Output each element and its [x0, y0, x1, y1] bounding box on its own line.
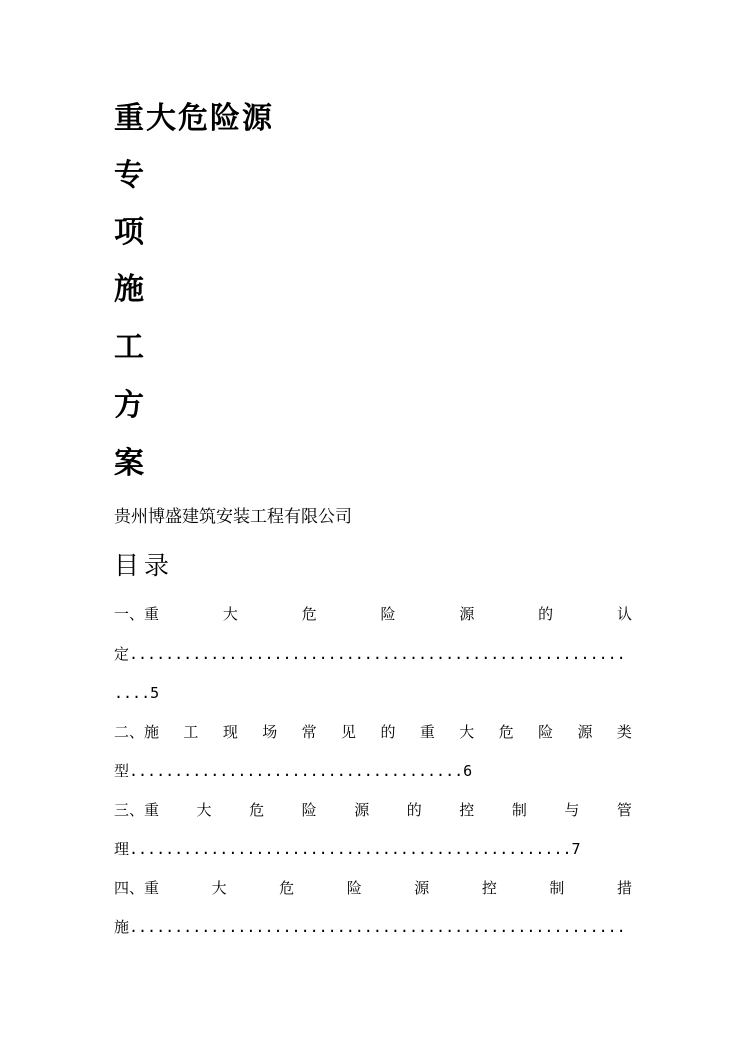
toc-entry-2-char: 危: [498, 723, 514, 741]
toc-entry-2-char: 的: [380, 723, 396, 741]
toc-entry-4-char: 危: [279, 879, 295, 897]
title-line-5: 工: [114, 330, 146, 365]
toc-entry-4-char: 措: [616, 879, 632, 897]
toc-entry-4-heading[interactable]: [114, 877, 632, 899]
toc-entry-4-char: 源: [414, 879, 430, 897]
toc-entry-2-char: 常: [301, 723, 317, 741]
toc-entry-4-char: 控: [481, 879, 497, 897]
toc-entry-2-char: 源: [577, 723, 593, 741]
toc-entry-4-char: 制: [549, 879, 565, 897]
company-name: 贵州博盛建筑安装工程有限公司: [114, 507, 352, 527]
toc-entry-2-char: 见: [341, 723, 357, 741]
toc-entry-2-char: 现: [222, 723, 238, 741]
title-line-4: 施: [114, 272, 146, 307]
toc-entry-2-char: 场: [262, 723, 278, 741]
toc-entry-2-heading[interactable]: [114, 721, 632, 743]
toc-entry-1-char: 大: [222, 605, 238, 623]
toc-entry-2-char: 大: [459, 723, 475, 741]
toc-entry-1-page[interactable]: ....5: [114, 684, 160, 702]
toc-entry-1-char: 一、重: [114, 605, 160, 623]
toc-entry-3-char: 制: [511, 801, 527, 819]
toc-entry-1-char: 认: [616, 605, 632, 623]
title-line-3: 项: [114, 215, 146, 250]
toc-entry-4-leader[interactable]: 施.......................................................: [114, 918, 626, 936]
toc-entry-3-char: 三、重: [114, 801, 160, 819]
title-line-7: 案: [114, 446, 146, 481]
title-line-2: 专: [114, 158, 146, 193]
toc-entry-3-char: 大: [196, 801, 212, 819]
toc-entry-1-char: 危: [301, 605, 317, 623]
toc-entry-3-char: 与: [564, 801, 580, 819]
toc-entry-3-char: 的: [406, 801, 422, 819]
toc-heading: 目录: [114, 551, 175, 580]
toc-entry-2-char: 工: [183, 723, 199, 741]
toc-entry-3-char: 险: [301, 801, 317, 819]
toc-entry-3-char: 控: [459, 801, 475, 819]
toc-entry-2-leader[interactable]: 型.....................................6: [114, 762, 473, 780]
toc-entry-3-char: 管: [616, 801, 632, 819]
toc-entry-3-leader[interactable]: 理.................................................7: [114, 840, 581, 858]
toc-entry-2-char: 类: [616, 723, 632, 741]
toc-entry-3-char: 危: [249, 801, 265, 819]
toc-entry-3-char: 源: [354, 801, 370, 819]
toc-entry-1-char: 的: [538, 605, 554, 623]
toc-entry-2-char: 重: [419, 723, 435, 741]
toc-entry-1-char: 源: [459, 605, 475, 623]
toc-entry-1-leader[interactable]: 定.......................................................: [114, 645, 626, 663]
toc-entry-2-char: 险: [538, 723, 554, 741]
toc-entry-1-heading[interactable]: [114, 603, 632, 625]
toc-entry-4-char: 险: [346, 879, 362, 897]
toc-entry-2-char: 二、施: [114, 723, 160, 741]
toc-entry-4-char: 四、重: [114, 879, 160, 897]
toc-entry-1-char: 险: [380, 605, 396, 623]
title-line-6: 方: [114, 388, 146, 423]
toc-entry-4-char: 大: [211, 879, 227, 897]
title-line-1: 重大危险源: [114, 101, 274, 136]
toc-entry-3-heading[interactable]: [114, 799, 632, 821]
